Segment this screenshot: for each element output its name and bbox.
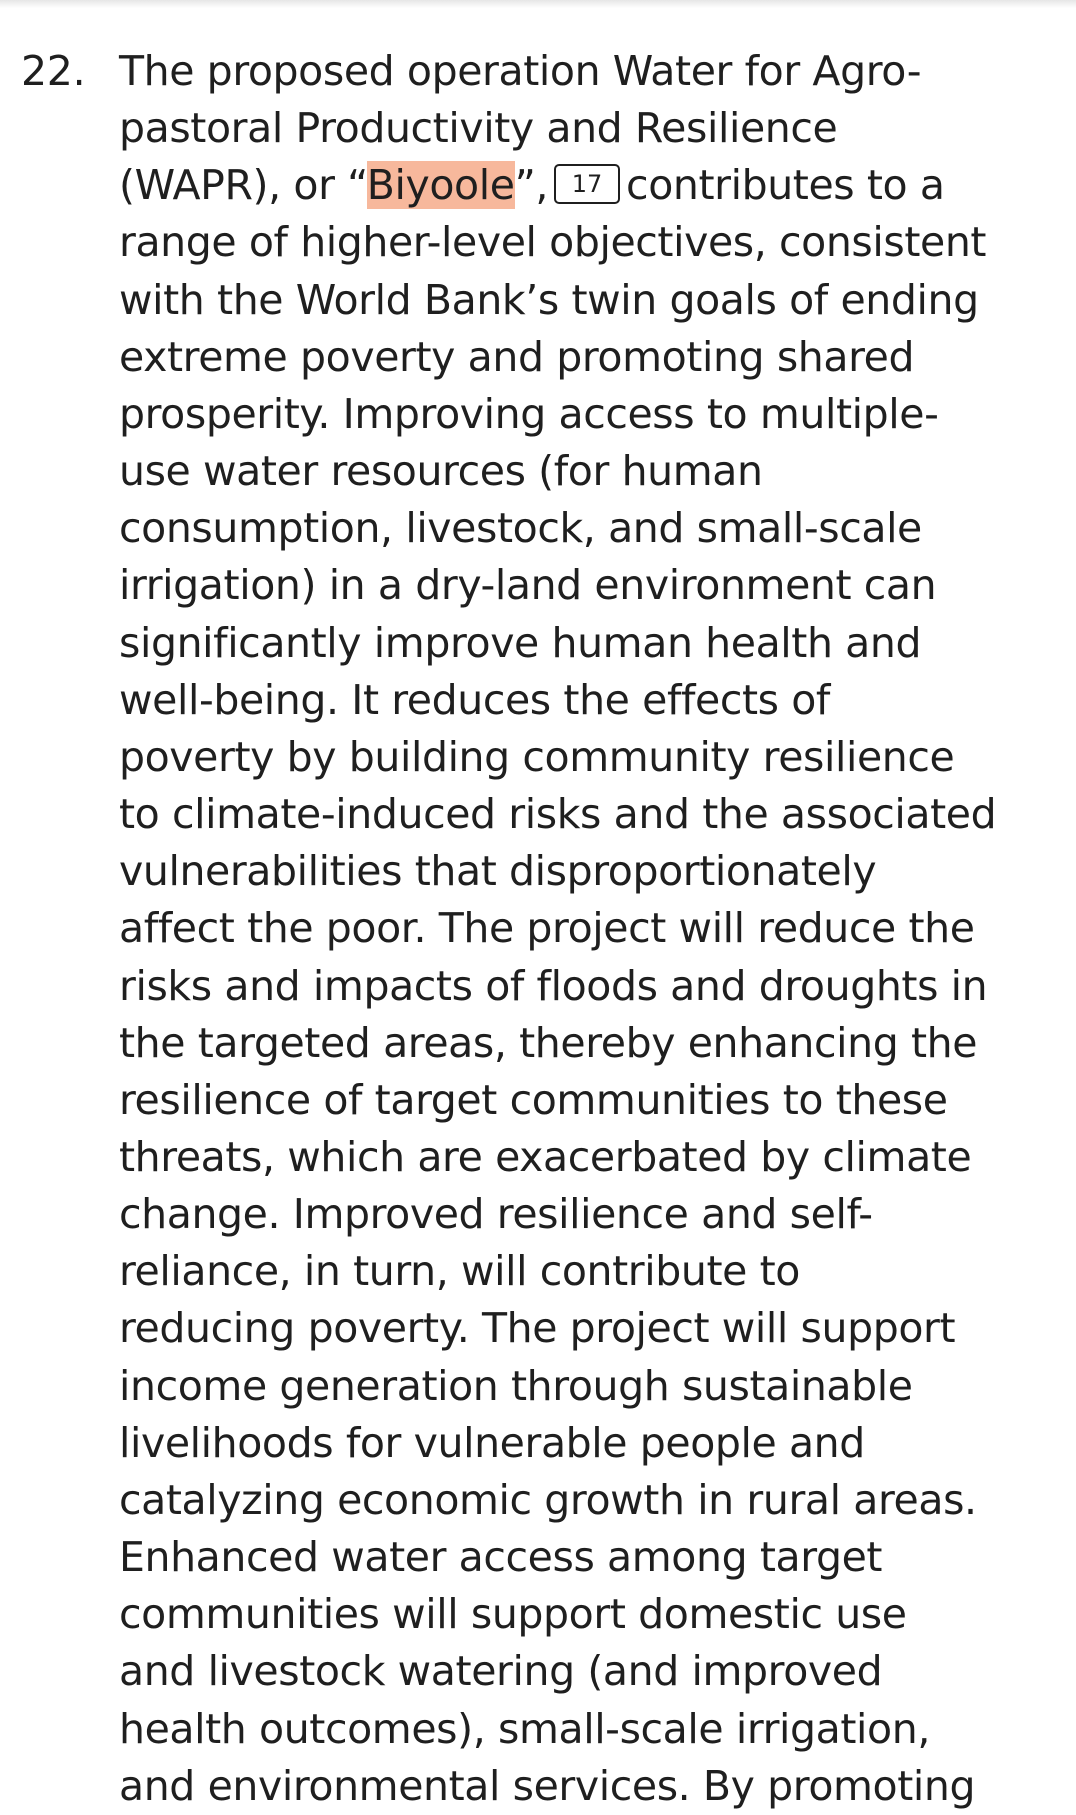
text-line: livelihoods for vulnerable people and [119, 1418, 865, 1467]
paragraph-number: 22. [21, 47, 86, 95]
text-line: use water resources (for human [119, 447, 763, 496]
text-line: the targeted areas, thereby enhancing the [119, 1018, 978, 1067]
text-line: reliance, in turn, will contribute to [119, 1247, 800, 1296]
text-line: communities will support domestic use [119, 1590, 907, 1639]
text-line: with the World Bank’s twin goals of ending [119, 275, 979, 324]
paragraph-body [119, 43, 1076, 1815]
text-line: to climate-induced risks and the associated [119, 790, 997, 839]
text-segment: contributes to a [626, 161, 945, 210]
text-line: range of higher-level objectives, consistent [119, 218, 987, 267]
text-line: well-being. It reduces the effects of [119, 675, 830, 724]
top-toolbar-shadow [0, 0, 1076, 8]
footnote-reference[interactable]: 17 [554, 164, 620, 204]
text-line: consumption, livestock, and small-scale [119, 504, 922, 553]
text-line: risks and impacts of floods and droughts in [119, 961, 988, 1010]
text-line: threats, which are exacerbated by climate [119, 1132, 972, 1181]
text-segment: ”, [514, 161, 549, 210]
text-line: Enhanced water access among target [119, 1533, 883, 1582]
text-line [119, 157, 1076, 214]
text-line: vulnerabilities that disproportionately [119, 847, 877, 896]
text-line: and environmental services. By promoting [119, 1761, 976, 1810]
text-line: reducing poverty. The project will support [119, 1304, 956, 1353]
text-line: and livestock watering (and improved [119, 1647, 883, 1696]
text-line: affect the poor. The project will reduce the [119, 904, 975, 953]
highlighted-term[interactable]: Biyoole [366, 161, 515, 210]
text-line: pastoral Productivity and Resilience [119, 104, 838, 153]
text-line: income generation through sustainable [119, 1361, 913, 1410]
text-line: poverty by building community resilience [119, 732, 955, 781]
text-segment: (WAPR), or “ [119, 161, 367, 210]
text-line: change. Improved resilience and self- [119, 1190, 873, 1239]
text-line: catalyzing economic growth in rural areas. [119, 1475, 977, 1524]
text-line: The proposed operation Water for Agro- [119, 47, 922, 95]
text-line: resilience of target communities to these [119, 1075, 948, 1124]
text-line: irrigation) in a dry-land environment can [119, 561, 937, 610]
text-line: prosperity. Improving access to multiple- [119, 389, 939, 438]
text-line: extreme poverty and promoting shared [119, 332, 915, 381]
text-line: health outcomes), small-scale irrigation, [119, 1704, 930, 1753]
text-line: significantly improve human health and [119, 618, 922, 667]
